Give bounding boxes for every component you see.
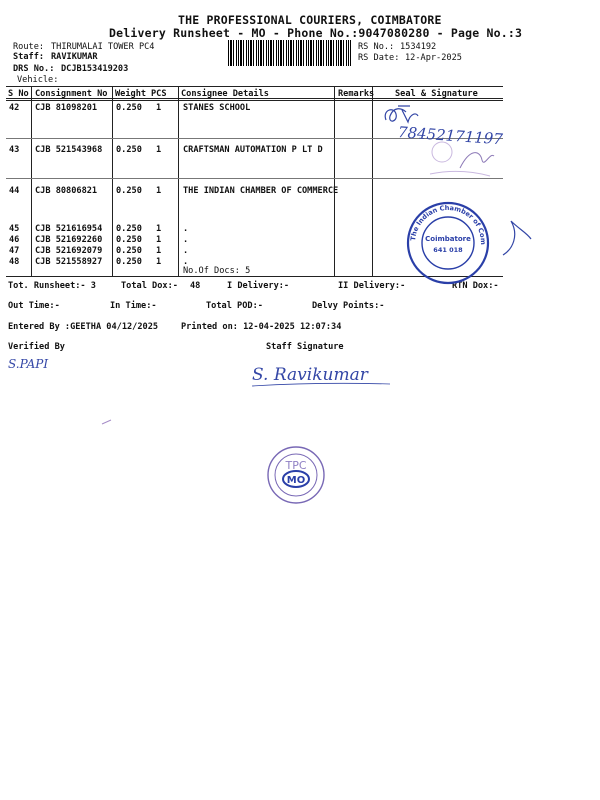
col-header-seal: Seal & Signature bbox=[395, 89, 478, 99]
rs-date-label: RS Date: bbox=[358, 53, 400, 63]
drs-value: DCJB153419203 bbox=[61, 64, 129, 74]
vehicle-label: Vehicle: bbox=[17, 75, 59, 85]
cell-pcs: 1 bbox=[156, 224, 162, 234]
cell-pcs: 1 bbox=[156, 145, 162, 155]
cell-pcs: 1 bbox=[156, 186, 162, 196]
cell-pcs: 1 bbox=[156, 103, 162, 113]
chamber-seal-pin: 641 018 bbox=[433, 246, 463, 254]
tot-runsheet: Tot. Runsheet:- 3 bbox=[8, 281, 96, 291]
col-header-weight: Weight bbox=[115, 89, 147, 99]
col-line bbox=[31, 86, 32, 276]
entered-by: Entered By :GEETHA 04/12/2025 bbox=[8, 322, 159, 332]
staff-value: RAVIKUMAR bbox=[51, 52, 98, 62]
col-line bbox=[178, 86, 179, 276]
tpc-text: TPC bbox=[285, 459, 307, 472]
cell-consignee: . bbox=[183, 235, 189, 245]
cell-sno: 47 bbox=[9, 246, 20, 256]
col-line bbox=[372, 86, 373, 276]
company-title: THE PROFESSIONAL COURIERS, COIMBATORE bbox=[178, 13, 442, 27]
chamber-seal-city: Coimbatore bbox=[425, 235, 471, 243]
cell-consignee: . bbox=[183, 224, 189, 234]
verified-by-label: Verified By bbox=[8, 342, 65, 352]
rtn-dox: RTN Dox:- bbox=[452, 281, 499, 291]
cell-weight: 0.250 bbox=[116, 235, 142, 245]
col-line bbox=[334, 86, 335, 276]
cell-consignee: . bbox=[183, 246, 189, 256]
col-header-consignee: Consignee Details bbox=[181, 89, 269, 99]
chamber-seal-text: The Indian Chamber of Commerce and Industry bbox=[399, 192, 488, 245]
drs-label: DRS No.: bbox=[13, 64, 55, 74]
cell-sno: 43 bbox=[9, 145, 20, 155]
rs-no-value: 1534192 bbox=[400, 42, 437, 52]
cell-consignment: CJB 521692260 bbox=[35, 235, 103, 245]
cell-consignment: CJB 80806821 bbox=[35, 186, 98, 196]
col-header-sno: S No bbox=[8, 89, 29, 99]
col-header-remarks: Remarks bbox=[338, 89, 375, 99]
out-time: Out Time:- bbox=[8, 301, 60, 311]
staff-label: Staff: bbox=[13, 52, 45, 62]
col-header-pcs: PCS bbox=[151, 89, 167, 99]
row-divider bbox=[6, 178, 503, 179]
cell-pcs: 1 bbox=[156, 246, 162, 256]
cell-consignment: CJB 81098201 bbox=[35, 103, 98, 113]
cell-consignee: STANES SCHOOL bbox=[183, 103, 251, 113]
route-value: THIRUMALAI TOWER PC4 bbox=[51, 42, 155, 52]
i-delivery: I Delivery:- bbox=[227, 281, 290, 291]
cell-sno: 48 bbox=[9, 257, 20, 267]
cell-pcs: 1 bbox=[156, 257, 162, 267]
signature-scribble bbox=[497, 215, 537, 265]
rs-no-label: RS No.: bbox=[358, 42, 395, 52]
staff-signature-label: Staff Signature bbox=[266, 342, 344, 352]
mo-text: MO bbox=[286, 475, 306, 486]
cell-sno: 46 bbox=[9, 235, 20, 245]
cell-consignment: CJB 521558927 bbox=[35, 257, 103, 267]
runsheet-title: Delivery Runsheet - MO - Phone No.:9047080280 - Page No.:3 bbox=[109, 26, 523, 40]
table-top-rule bbox=[6, 86, 503, 87]
cell-weight: 0.250 bbox=[116, 257, 142, 267]
cell-weight: 0.250 bbox=[116, 224, 142, 234]
cell-weight: 0.250 bbox=[116, 145, 142, 155]
barcode bbox=[228, 40, 351, 66]
chamber-seal-stamp bbox=[399, 192, 493, 288]
route-label: Route: bbox=[13, 42, 45, 52]
verifier-signature bbox=[6, 352, 76, 376]
total-pod: Total POD:- bbox=[206, 301, 263, 311]
staff-signature-text: S. Ravikumar bbox=[252, 365, 368, 385]
no-of-docs: No.Of Docs: 5 bbox=[183, 266, 251, 276]
rs-date-value: 12-Apr-2025 bbox=[405, 53, 462, 63]
cell-consignment: CJB 521543968 bbox=[35, 145, 103, 155]
cell-weight: 0.250 bbox=[116, 186, 142, 196]
tpc-mo-stamp bbox=[265, 444, 327, 506]
delvy-points: Delvy Points:- bbox=[312, 301, 385, 311]
printed-on: Printed on: 12-04-2025 12:07:34 bbox=[181, 322, 342, 332]
staff-handwritten-signature bbox=[250, 358, 430, 392]
cell-pcs: 1 bbox=[156, 235, 162, 245]
cell-consignment: CJB 521616954 bbox=[35, 224, 103, 234]
total-dox-value: 48 bbox=[190, 281, 201, 291]
faint-signature bbox=[420, 138, 500, 178]
in-time: In Time:- bbox=[110, 301, 157, 311]
cell-consignee: CRAFTSMAN AUTOMATION P LT D bbox=[183, 145, 323, 155]
seal-number: 78452171197 bbox=[397, 123, 504, 149]
verifier-signature-text: S.PAPI bbox=[8, 357, 49, 371]
cell-consignee: . bbox=[183, 257, 189, 267]
stray-mark bbox=[101, 418, 113, 426]
col-line bbox=[112, 86, 113, 276]
cell-sno: 42 bbox=[9, 103, 20, 113]
cell-sno: 45 bbox=[9, 224, 20, 234]
cell-weight: 0.250 bbox=[116, 103, 142, 113]
total-dox-label: Total Dox:- bbox=[121, 281, 178, 291]
ii-delivery: II Delivery:- bbox=[338, 281, 406, 291]
cell-consignee: THE INDIAN CHAMBER OF COMMERCE bbox=[183, 186, 339, 196]
col-header-consignment: Consignment No bbox=[35, 89, 108, 99]
cell-sno: 44 bbox=[9, 186, 20, 196]
cell-weight: 0.250 bbox=[116, 246, 142, 256]
cell-consignment: CJB 521692079 bbox=[35, 246, 103, 256]
